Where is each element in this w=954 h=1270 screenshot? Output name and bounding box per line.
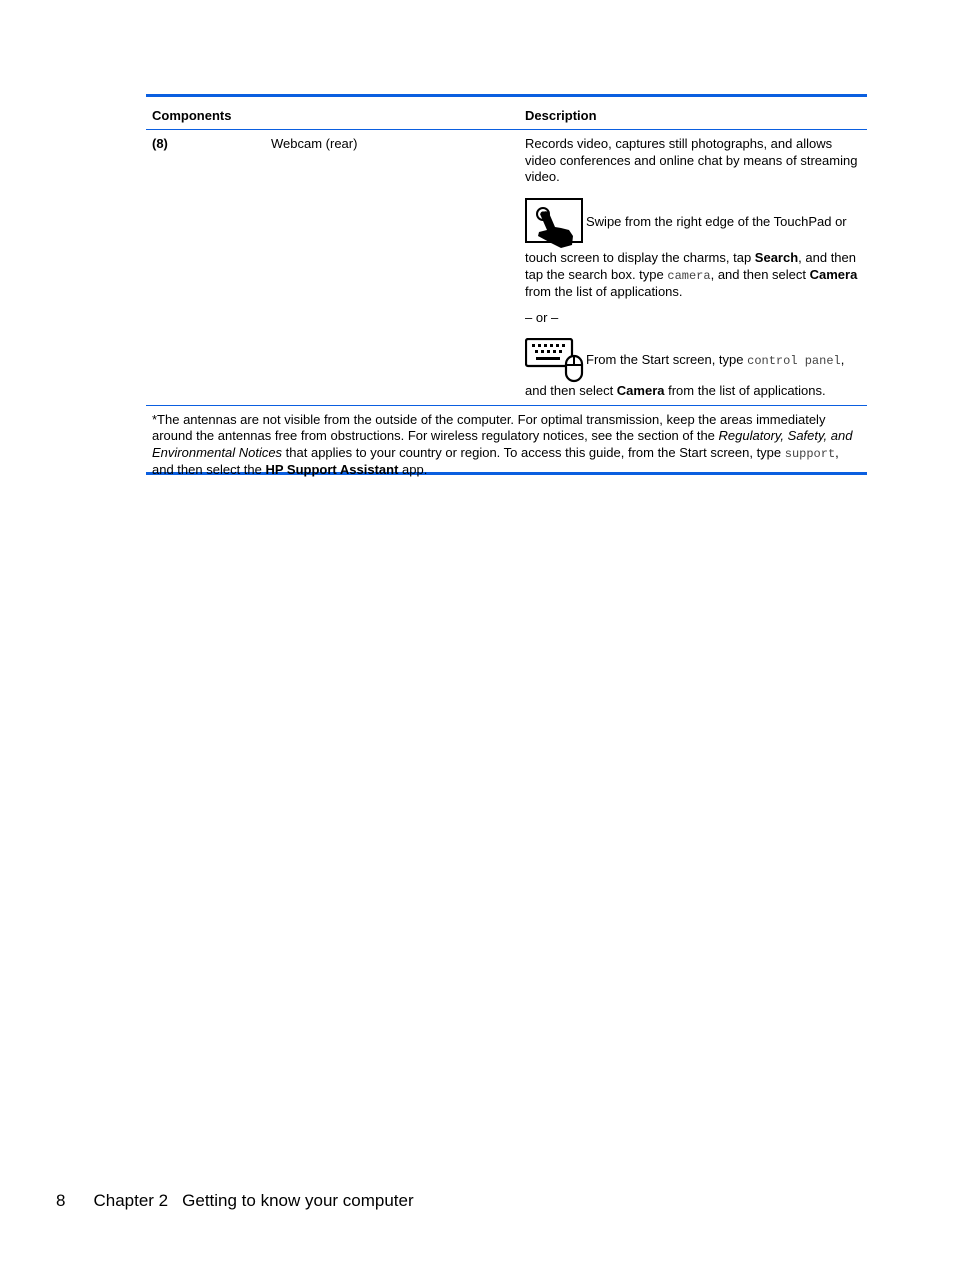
chapter-label: Chapter 2	[93, 1191, 169, 1210]
touch-instructions: touch screen to display the charms, tap Search, and then tap the search box. type camera, and then select Camera from the list of applications.	[525, 250, 858, 299]
keyboard-text: From the Start screen, type control panel,	[586, 352, 845, 368]
component-name: Webcam (rear)	[271, 136, 358, 151]
components-header: Components	[152, 108, 232, 123]
keyboard-instructions: and then select Camera from the list of applications.	[525, 383, 826, 398]
page-number: 8	[56, 1191, 66, 1210]
description-header: Description	[525, 108, 597, 123]
table-footnote: *The antennas are not visible from the outside of the computer. For optimal transmission, keep the areas immediately around the antennas free from obstructions. For wireless regulatory notices, see the section of the Regulatory, Safety, and Environmental Notices that applies to your country or region. To access this guide, from the Start screen, type support, and then select the HP Support Assistant app.	[152, 412, 853, 477]
table-header-row	[146, 97, 867, 129]
components-table	[146, 94, 867, 475]
touch-gesture-icon	[525, 198, 583, 255]
description-text: Records video, captures still photographs, and allows video conferences and online chat by means of streaming video.	[525, 136, 858, 184]
component-number: (8)	[152, 136, 168, 151]
keyboard-mouse-icon	[525, 338, 585, 389]
page-footer	[56, 1191, 414, 1211]
chapter-title: Getting to know your computer	[182, 1191, 414, 1210]
touch-text: Swipe from the right edge of the TouchPad or	[586, 214, 847, 229]
table-row	[146, 130, 867, 405]
or-separator: – or –	[525, 310, 559, 325]
